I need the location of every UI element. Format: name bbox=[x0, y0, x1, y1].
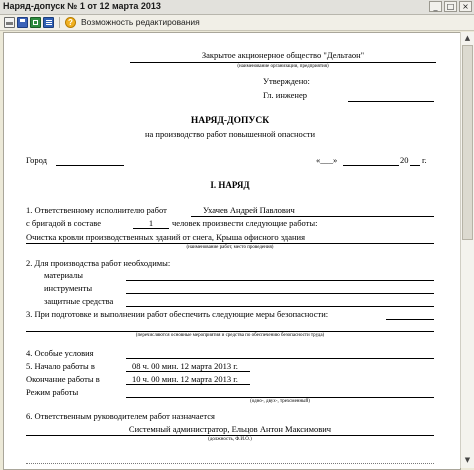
document-subtitle: на производство работ повышенной опасности bbox=[144, 129, 316, 139]
responsible-executor: Ухачев Андрей Павлович bbox=[203, 205, 295, 215]
date-day: «___» bbox=[316, 155, 338, 165]
item6-label: 6. Ответственным руководителем работ назначается bbox=[26, 411, 215, 421]
tools-line bbox=[126, 293, 434, 294]
brigade-count-line bbox=[133, 228, 169, 229]
item4-line bbox=[126, 358, 434, 359]
help-icon[interactable]: ? bbox=[65, 17, 76, 28]
city-label: Город bbox=[26, 155, 47, 165]
window-titlebar bbox=[0, 0, 474, 15]
materials-line bbox=[126, 280, 434, 281]
mode-caption: (одно-, двух-, трехсменный) bbox=[250, 399, 310, 404]
work-permit-document bbox=[4, 33, 460, 469]
date-year-unit: г. bbox=[422, 155, 427, 165]
responsible-manager: Системный администратор, Ельцов Антон Максимович bbox=[128, 424, 332, 434]
brigade-tail: человек произвести следующие работы: bbox=[172, 218, 318, 228]
excel-icon[interactable] bbox=[30, 17, 41, 28]
scrollbar-thumb[interactable] bbox=[462, 45, 473, 240]
manager-caption: (должность, Ф.И.О.) bbox=[208, 437, 252, 442]
toolbar-separator bbox=[59, 17, 60, 28]
item3-line-1 bbox=[386, 319, 434, 320]
document-title: НАРЯД-ДОПУСК bbox=[190, 116, 270, 126]
work-description: Очистка кровли производственных зданий от снега, Крыша офисного здания bbox=[26, 232, 306, 242]
tools-label: инструменты bbox=[44, 283, 93, 293]
window-controls bbox=[429, 1, 472, 12]
item2-label: 2. Для производства работ необходимы: bbox=[26, 258, 171, 268]
save-icon[interactable] bbox=[17, 17, 28, 28]
item5-label: 5. Начало работы в bbox=[26, 361, 95, 371]
work-line bbox=[26, 243, 434, 244]
scroll-down-button[interactable]: ▼ bbox=[464, 456, 471, 464]
work-end-time: 10 ч. 00 мин. 12 марта 2013 г. bbox=[132, 374, 238, 384]
end-line bbox=[126, 384, 250, 385]
date-year: 20 bbox=[400, 155, 409, 165]
work-caption: (наименование работ, место проведения) bbox=[186, 245, 274, 250]
date-year-line bbox=[410, 165, 420, 166]
minimize-button[interactable]: _ bbox=[429, 1, 442, 12]
cut-off-next-line bbox=[26, 463, 434, 464]
window-title: Наряд-допуск № 1 от 12 марта 2013 bbox=[3, 1, 161, 11]
mode-line bbox=[126, 397, 434, 398]
chief-signature-line bbox=[348, 101, 434, 102]
end-label: Окончание работы в bbox=[26, 374, 100, 384]
item3-label: 3. При подготовке и выполнении работ обеспечить следующие меры безопасности: bbox=[26, 309, 329, 319]
org-name-line bbox=[130, 62, 436, 63]
word-icon[interactable] bbox=[43, 17, 54, 28]
toolbar bbox=[0, 15, 474, 31]
work-start-time: 08 ч. 00 мин. 12 марта 2013 г. bbox=[132, 361, 238, 371]
print-icon[interactable] bbox=[4, 17, 15, 28]
brigade-count: 1 bbox=[148, 218, 154, 228]
mode-label: Режим работы bbox=[26, 387, 79, 397]
item3-caption: (перечисляются основные мероприятия и средства по обеспечению безопасности труда) bbox=[135, 333, 325, 338]
protection-label: защитные средства bbox=[44, 296, 114, 306]
chief-engineer-label: Гл. инженер bbox=[263, 90, 307, 100]
section-heading: I. НАРЯД bbox=[210, 180, 250, 190]
scroll-up-button[interactable]: ▲ bbox=[464, 34, 471, 42]
materials-label: материалы bbox=[44, 270, 83, 280]
org-name: Закрытое акционерное общество "Дельтаон" bbox=[201, 50, 365, 60]
maximize-button[interactable]: □ bbox=[444, 1, 457, 12]
approved-label: Утверждено: bbox=[263, 76, 310, 86]
item1-line bbox=[191, 216, 434, 217]
close-button[interactable]: × bbox=[459, 1, 472, 12]
protection-line bbox=[126, 306, 434, 307]
item1-label: 1. Ответственному исполнителю работ bbox=[26, 205, 167, 215]
start-line bbox=[126, 371, 250, 372]
document-viewport[interactable] bbox=[3, 32, 461, 470]
item3-line-2 bbox=[26, 331, 434, 332]
item4-label: 4. Особые условия bbox=[26, 348, 94, 358]
vertical-scrollbar[interactable] bbox=[460, 32, 474, 468]
manager-line bbox=[26, 435, 434, 436]
city-line bbox=[56, 165, 124, 166]
edit-mode-toggle[interactable]: Возможность редактирования bbox=[81, 17, 200, 27]
brigade-label: с бригадой в составе bbox=[26, 218, 102, 228]
org-caption: (наименование организации, предприятия) bbox=[237, 64, 329, 69]
date-month-line bbox=[343, 165, 399, 166]
